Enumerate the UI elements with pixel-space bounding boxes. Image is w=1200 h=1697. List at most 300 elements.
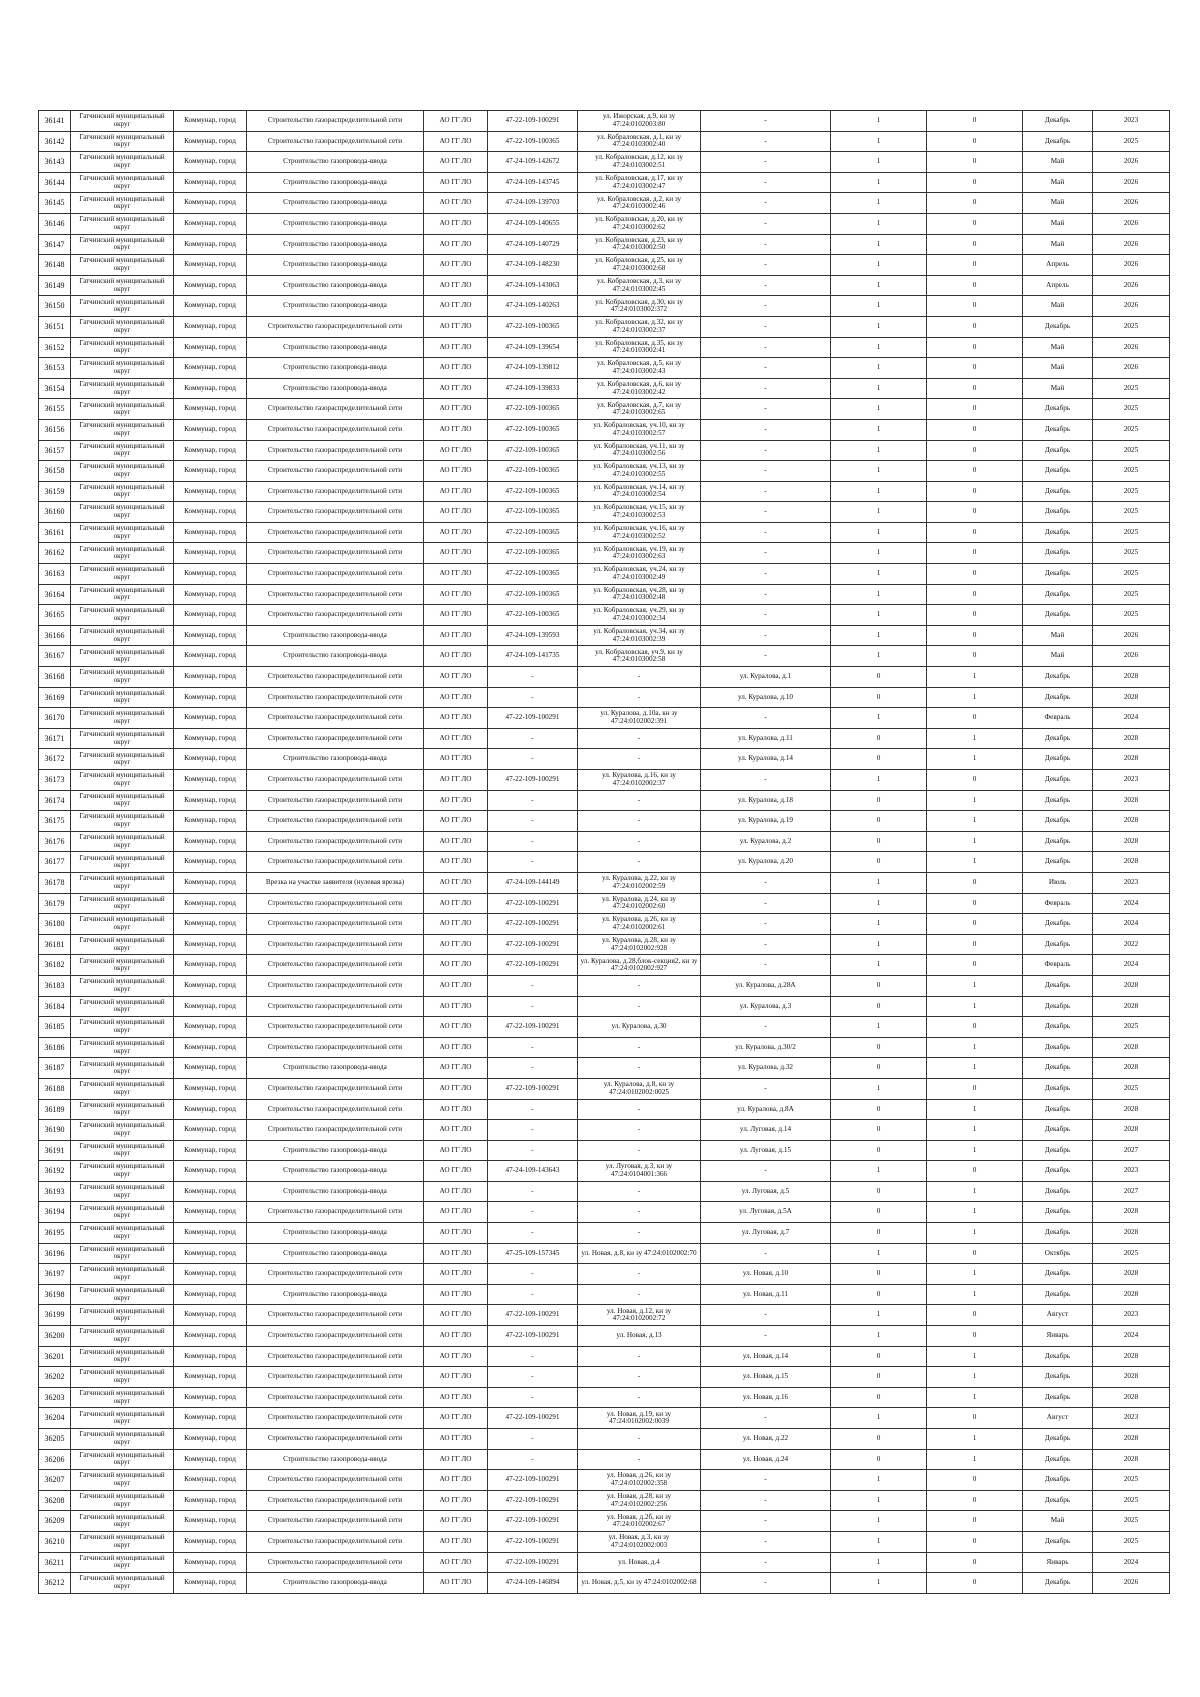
- count-b-cell: 0: [927, 955, 1023, 976]
- application-number-cell: 47-24-109-140655: [488, 213, 578, 234]
- district-cell: Гатчинский муниципальный округ: [71, 213, 174, 234]
- cadastral-address-cell: -: [578, 1387, 701, 1408]
- cadastral-address-cell: ул. Кобраловская, д.20, кн зу 47:24:0103002:62: [578, 213, 701, 234]
- table-row: [39, 1367, 1170, 1388]
- cadastral-address-cell: ул. Кобраловская, уч.10, кн зу 47:24:0103002:57: [578, 419, 701, 440]
- district-cell: Гатчинский муниципальный округ: [71, 1449, 174, 1470]
- district-cell: Гатчинский муниципальный округ: [71, 1305, 174, 1326]
- address-cell: -: [701, 770, 831, 791]
- month-cell: Декабрь: [1023, 667, 1093, 688]
- month-cell: Декабрь: [1023, 975, 1093, 996]
- month-cell: Декабрь: [1023, 728, 1093, 749]
- row-number-cell: 36211: [39, 1552, 71, 1573]
- organization-cell: АО ГГ ЛО: [424, 296, 488, 317]
- district-cell: Гатчинский муниципальный округ: [71, 1264, 174, 1285]
- settlement-cell: Коммунар, город: [174, 914, 247, 935]
- address-cell: -: [701, 255, 831, 276]
- row-number-cell: 36151: [39, 316, 71, 337]
- month-cell: Декабрь: [1023, 811, 1093, 832]
- district-cell: Гатчинский муниципальный округ: [71, 646, 174, 667]
- count-b-cell: 0: [927, 111, 1023, 132]
- application-number-cell: -: [488, 667, 578, 688]
- cadastral-address-cell: ул. Куралова, д.28, кн зу 47:24:0102002:928: [578, 934, 701, 955]
- count-b-cell: 1: [927, 728, 1023, 749]
- work-type-cell: Строительство газораспределительной сети: [247, 1511, 424, 1532]
- organization-cell: АО ГГ ЛО: [424, 1202, 488, 1223]
- work-type-cell: Строительство газораспределительной сети: [247, 1387, 424, 1408]
- cadastral-address-cell: -: [578, 975, 701, 996]
- cadastral-address-cell: ул. Кобраловская, д.2, кн зу 47:24:0103002:46: [578, 193, 701, 214]
- count-a-cell: 0: [831, 1202, 927, 1223]
- district-cell: Гатчинский муниципальный округ: [71, 1511, 174, 1532]
- address-cell: -: [701, 1017, 831, 1038]
- count-a-cell: 1: [831, 564, 927, 585]
- settlement-cell: Коммунар, город: [174, 1202, 247, 1223]
- work-type-cell: Строительство газораспределительной сети: [247, 934, 424, 955]
- settlement-cell: Коммунар, город: [174, 1305, 247, 1326]
- district-cell: Гатчинский муниципальный округ: [71, 358, 174, 379]
- application-number-cell: -: [488, 1099, 578, 1120]
- row-number-cell: 36185: [39, 1017, 71, 1038]
- district-cell: Гатчинский муниципальный округ: [71, 749, 174, 770]
- table-row: [39, 1181, 1170, 1202]
- organization-cell: АО ГГ ЛО: [424, 419, 488, 440]
- table-row: [39, 934, 1170, 955]
- count-b-cell: 0: [927, 625, 1023, 646]
- application-number-cell: 47-22-109-100365: [488, 502, 578, 523]
- count-a-cell: 1: [831, 502, 927, 523]
- district-cell: Гатчинский муниципальный округ: [71, 1078, 174, 1099]
- row-number-cell: 36187: [39, 1058, 71, 1079]
- table-row: [39, 790, 1170, 811]
- table-row: [39, 543, 1170, 564]
- cadastral-address-cell: ул. Кобраловская, уч.19, кн зу 47:24:0103002:63: [578, 543, 701, 564]
- organization-cell: АО ГГ ЛО: [424, 605, 488, 626]
- row-number-cell: 36203: [39, 1387, 71, 1408]
- table-row: [39, 399, 1170, 420]
- settlement-cell: Коммунар, город: [174, 1531, 247, 1552]
- month-cell: Октябрь: [1023, 1243, 1093, 1264]
- work-type-cell: Строительство газораспределительной сети: [247, 1078, 424, 1099]
- work-type-cell: Строительство газопровода-ввода: [247, 625, 424, 646]
- settlement-cell: Коммунар, город: [174, 1140, 247, 1161]
- settlement-cell: Коммунар, город: [174, 172, 247, 193]
- cadastral-address-cell: ул. Новая, д.2б, кн зу 47:24:0102002:67: [578, 1511, 701, 1532]
- year-cell: 2028: [1093, 1284, 1170, 1305]
- table-row: [39, 172, 1170, 193]
- table-row: [39, 502, 1170, 523]
- organization-cell: АО ГГ ЛО: [424, 1161, 488, 1182]
- organization-cell: АО ГГ ЛО: [424, 770, 488, 791]
- count-a-cell: 0: [831, 1058, 927, 1079]
- cadastral-address-cell: ул. Кобраловская, д.32, кн зу 47:24:0103002:37: [578, 316, 701, 337]
- row-number-cell: 36176: [39, 831, 71, 852]
- row-number-cell: 36154: [39, 378, 71, 399]
- table-row: [39, 1264, 1170, 1285]
- cadastral-address-cell: -: [578, 1202, 701, 1223]
- row-number-cell: 36153: [39, 358, 71, 379]
- organization-cell: АО ГГ ЛО: [424, 728, 488, 749]
- table-row: [39, 687, 1170, 708]
- month-cell: Май: [1023, 646, 1093, 667]
- cadastral-address-cell: ул. Куралова, д.8, кн зу 47:24:0102002:0025: [578, 1078, 701, 1099]
- application-number-cell: 47-24-109-148230: [488, 255, 578, 276]
- settlement-cell: Коммунар, город: [174, 419, 247, 440]
- organization-cell: АО ГГ ЛО: [424, 1305, 488, 1326]
- cadastral-address-cell: ул. Куралова, д.16, кн зу 47:24:0102002:37: [578, 770, 701, 791]
- settlement-cell: Коммунар, город: [174, 1552, 247, 1573]
- year-cell: 2028: [1093, 790, 1170, 811]
- year-cell: 2028: [1093, 975, 1170, 996]
- count-a-cell: 0: [831, 1429, 927, 1450]
- organization-cell: АО ГГ ЛО: [424, 502, 488, 523]
- organization-cell: АО ГГ ЛО: [424, 1346, 488, 1367]
- district-cell: Гатчинский муниципальный округ: [71, 522, 174, 543]
- month-cell: Декабрь: [1023, 790, 1093, 811]
- application-number-cell: -: [488, 1387, 578, 1408]
- organization-cell: АО ГГ ЛО: [424, 1037, 488, 1058]
- row-number-cell: 36208: [39, 1490, 71, 1511]
- cadastral-address-cell: ул. Новая, д.4: [578, 1552, 701, 1573]
- application-number-cell: 47-22-109-100291: [488, 1326, 578, 1347]
- address-cell: ул. Новая, д.10: [701, 1264, 831, 1285]
- row-number-cell: 36155: [39, 399, 71, 420]
- count-a-cell: 0: [831, 996, 927, 1017]
- year-cell: 2025: [1093, 461, 1170, 482]
- row-number-cell: 36202: [39, 1367, 71, 1388]
- count-b-cell: 0: [927, 1573, 1023, 1594]
- district-cell: Гатчинский муниципальный округ: [71, 296, 174, 317]
- count-b-cell: 0: [927, 584, 1023, 605]
- settlement-cell: Коммунар, город: [174, 975, 247, 996]
- application-number-cell: 47-22-109-100365: [488, 584, 578, 605]
- year-cell: 2026: [1093, 213, 1170, 234]
- count-a-cell: 1: [831, 440, 927, 461]
- organization-cell: АО ГГ ЛО: [424, 852, 488, 873]
- address-cell: ул. Луговая, д.5: [701, 1181, 831, 1202]
- count-a-cell: 1: [831, 234, 927, 255]
- count-b-cell: 1: [927, 1058, 1023, 1079]
- count-b-cell: 0: [927, 1243, 1023, 1264]
- row-number-cell: 36152: [39, 337, 71, 358]
- month-cell: Декабрь: [1023, 1573, 1093, 1594]
- cadastral-address-cell: ул. Куралова, д.28,блок-секция2, кн зу 47:24:0102002:927: [578, 955, 701, 976]
- table-row: [39, 893, 1170, 914]
- district-cell: Гатчинский муниципальный округ: [71, 1573, 174, 1594]
- table-row: [39, 811, 1170, 832]
- cadastral-address-cell: ул. Кобраловская, д.12, кн зу 47:24:0103002:51: [578, 152, 701, 173]
- organization-cell: АО ГГ ЛО: [424, 1099, 488, 1120]
- address-cell: ул. Луговая, д.15: [701, 1140, 831, 1161]
- address-cell: -: [701, 481, 831, 502]
- address-cell: -: [701, 234, 831, 255]
- row-number-cell: 36143: [39, 152, 71, 173]
- address-cell: ул. Новая, д.14: [701, 1346, 831, 1367]
- district-cell: Гатчинский муниципальный округ: [71, 1552, 174, 1573]
- count-a-cell: 0: [831, 1099, 927, 1120]
- settlement-cell: Коммунар, город: [174, 358, 247, 379]
- cadastral-address-cell: ул. Кобраловская, уч.28, кн зу 47:24:0103002:48: [578, 584, 701, 605]
- year-cell: 2026: [1093, 358, 1170, 379]
- organization-cell: АО ГГ ЛО: [424, 955, 488, 976]
- row-number-cell: 36190: [39, 1120, 71, 1141]
- application-number-cell: -: [488, 1284, 578, 1305]
- application-number-cell: 47-22-109-100365: [488, 461, 578, 482]
- work-type-cell: Строительство газораспределительной сети: [247, 481, 424, 502]
- work-type-cell: Строительство газопровода-ввода: [247, 646, 424, 667]
- address-cell: -: [701, 605, 831, 626]
- count-a-cell: 1: [831, 872, 927, 893]
- application-number-cell: -: [488, 749, 578, 770]
- count-b-cell: 0: [927, 1017, 1023, 1038]
- organization-cell: АО ГГ ЛО: [424, 234, 488, 255]
- application-number-cell: 47-22-109-100291: [488, 1552, 578, 1573]
- table-row: [39, 1408, 1170, 1429]
- year-cell: 2028: [1093, 996, 1170, 1017]
- address-cell: -: [701, 584, 831, 605]
- district-cell: Гатчинский муниципальный округ: [71, 1181, 174, 1202]
- count-a-cell: 1: [831, 1305, 927, 1326]
- count-b-cell: 0: [927, 296, 1023, 317]
- address-cell: ул. Куралова, д.11: [701, 728, 831, 749]
- month-cell: Май: [1023, 296, 1093, 317]
- year-cell: 2026: [1093, 296, 1170, 317]
- year-cell: 2023: [1093, 770, 1170, 791]
- district-cell: Гатчинский муниципальный округ: [71, 1470, 174, 1491]
- year-cell: 2025: [1093, 378, 1170, 399]
- month-cell: Декабрь: [1023, 522, 1093, 543]
- work-type-cell: Строительство газораспределительной сети: [247, 564, 424, 585]
- month-cell: Декабрь: [1023, 1099, 1093, 1120]
- application-number-cell: -: [488, 831, 578, 852]
- cadastral-address-cell: ул. Новая, д.13: [578, 1326, 701, 1347]
- month-cell: Декабрь: [1023, 131, 1093, 152]
- settlement-cell: Коммунар, город: [174, 790, 247, 811]
- settlement-cell: Коммунар, город: [174, 1470, 247, 1491]
- settlement-cell: Коммунар, город: [174, 1058, 247, 1079]
- year-cell: 2023: [1093, 1408, 1170, 1429]
- application-number-cell: 47-24-109-139703: [488, 193, 578, 214]
- year-cell: 2023: [1093, 872, 1170, 893]
- settlement-cell: Коммунар, город: [174, 296, 247, 317]
- district-cell: Гатчинский муниципальный округ: [71, 1326, 174, 1347]
- address-cell: -: [701, 646, 831, 667]
- count-a-cell: 1: [831, 625, 927, 646]
- count-b-cell: 0: [927, 1531, 1023, 1552]
- settlement-cell: Коммунар, город: [174, 399, 247, 420]
- count-a-cell: 1: [831, 1552, 927, 1573]
- table-row: [39, 831, 1170, 852]
- address-cell: -: [701, 111, 831, 132]
- table-row: [39, 522, 1170, 543]
- count-b-cell: 0: [927, 1326, 1023, 1347]
- month-cell: Декабрь: [1023, 687, 1093, 708]
- district-cell: Гатчинский муниципальный округ: [71, 1099, 174, 1120]
- count-b-cell: 0: [927, 564, 1023, 585]
- row-number-cell: 36206: [39, 1449, 71, 1470]
- application-number-cell: 47-22-109-100291: [488, 1305, 578, 1326]
- address-cell: ул. Новая, д.15: [701, 1367, 831, 1388]
- cadastral-address-cell: ул. Луговая, д.3, кн зу 47:24:0104001:366: [578, 1161, 701, 1182]
- organization-cell: АО ГГ ЛО: [424, 1078, 488, 1099]
- work-type-cell: Строительство газопровода-ввода: [247, 275, 424, 296]
- organization-cell: АО ГГ ЛО: [424, 811, 488, 832]
- district-cell: Гатчинский муниципальный округ: [71, 1346, 174, 1367]
- count-a-cell: 1: [831, 172, 927, 193]
- organization-cell: АО ГГ ЛО: [424, 316, 488, 337]
- cadastral-address-cell: ул. Кобраловская, д.1, кн зу 47:24:0103002:40: [578, 131, 701, 152]
- count-a-cell: 0: [831, 728, 927, 749]
- organization-cell: АО ГГ ЛО: [424, 584, 488, 605]
- settlement-cell: Коммунар, город: [174, 872, 247, 893]
- settlement-cell: Коммунар, город: [174, 378, 247, 399]
- address-cell: -: [701, 193, 831, 214]
- organization-cell: АО ГГ ЛО: [424, 1367, 488, 1388]
- settlement-cell: Коммунар, город: [174, 255, 247, 276]
- settlement-cell: Коммунар, город: [174, 770, 247, 791]
- work-type-cell: Строительство газораспределительной сети: [247, 502, 424, 523]
- work-type-cell: Строительство газораспределительной сети: [247, 687, 424, 708]
- settlement-cell: Коммунар, город: [174, 646, 247, 667]
- organization-cell: АО ГГ ЛО: [424, 872, 488, 893]
- address-cell: -: [701, 1161, 831, 1182]
- organization-cell: АО ГГ ЛО: [424, 790, 488, 811]
- district-cell: Гатчинский муниципальный округ: [71, 1037, 174, 1058]
- row-number-cell: 36147: [39, 234, 71, 255]
- table-row: [39, 1490, 1170, 1511]
- address-cell: ул. Куралова, д.19: [701, 811, 831, 832]
- count-a-cell: 1: [831, 893, 927, 914]
- cadastral-address-cell: -: [578, 1367, 701, 1388]
- work-type-cell: Строительство газопровода-ввода: [247, 1161, 424, 1182]
- year-cell: 2025: [1093, 316, 1170, 337]
- count-b-cell: 1: [927, 1099, 1023, 1120]
- work-type-cell: Строительство газопровода-ввода: [247, 213, 424, 234]
- address-cell: -: [701, 131, 831, 152]
- count-b-cell: 0: [927, 152, 1023, 173]
- address-cell: ул. Куралова, д.8А: [701, 1099, 831, 1120]
- row-number-cell: 36172: [39, 749, 71, 770]
- cadastral-address-cell: -: [578, 1120, 701, 1141]
- application-number-cell: 47-22-109-100291: [488, 111, 578, 132]
- month-cell: Декабрь: [1023, 1367, 1093, 1388]
- count-b-cell: 0: [927, 1078, 1023, 1099]
- cadastral-address-cell: ул. Куралова, д.22, кн зу 47:24:0102002:59: [578, 872, 701, 893]
- count-b-cell: 1: [927, 852, 1023, 873]
- count-b-cell: 0: [927, 481, 1023, 502]
- cadastral-address-cell: -: [578, 1264, 701, 1285]
- application-number-cell: 47-22-109-100365: [488, 522, 578, 543]
- organization-cell: АО ГГ ЛО: [424, 152, 488, 173]
- row-number-cell: 36169: [39, 687, 71, 708]
- table-row: [39, 584, 1170, 605]
- cadastral-address-cell: ул. Кобраловская, уч.9, кн зу 47:24:0103002:58: [578, 646, 701, 667]
- address-cell: -: [701, 914, 831, 935]
- settlement-cell: Коммунар, город: [174, 831, 247, 852]
- count-a-cell: 1: [831, 193, 927, 214]
- application-number-cell: -: [488, 1202, 578, 1223]
- month-cell: Январь: [1023, 1552, 1093, 1573]
- row-number-cell: 36201: [39, 1346, 71, 1367]
- application-number-cell: 47-22-109-100291: [488, 955, 578, 976]
- year-cell: 2028: [1093, 1449, 1170, 1470]
- count-a-cell: 1: [831, 1078, 927, 1099]
- year-cell: 2028: [1093, 749, 1170, 770]
- organization-cell: АО ГГ ЛО: [424, 1429, 488, 1450]
- work-type-cell: Строительство газопровода-ввода: [247, 234, 424, 255]
- district-cell: Гатчинский муниципальный округ: [71, 337, 174, 358]
- count-b-cell: 1: [927, 687, 1023, 708]
- count-b-cell: 0: [927, 193, 1023, 214]
- month-cell: Февраль: [1023, 955, 1093, 976]
- cadastral-address-cell: ул. Новая, д.26, кн зу 47:24:0102002:358: [578, 1470, 701, 1491]
- address-cell: -: [701, 1490, 831, 1511]
- settlement-cell: Коммунар, город: [174, 1099, 247, 1120]
- district-cell: Гатчинский муниципальный округ: [71, 1531, 174, 1552]
- work-type-cell: Строительство газопровода-ввода: [247, 1449, 424, 1470]
- district-cell: Гатчинский муниципальный округ: [71, 893, 174, 914]
- year-cell: 2025: [1093, 1078, 1170, 1099]
- work-type-cell: Строительство газораспределительной сети: [247, 1552, 424, 1573]
- table-row: [39, 872, 1170, 893]
- organization-cell: АО ГГ ЛО: [424, 1408, 488, 1429]
- organization-cell: АО ГГ ЛО: [424, 440, 488, 461]
- organization-cell: АО ГГ ЛО: [424, 996, 488, 1017]
- district-cell: Гатчинский муниципальный округ: [71, 316, 174, 337]
- table-row: [39, 234, 1170, 255]
- year-cell: 2028: [1093, 1099, 1170, 1120]
- year-cell: 2024: [1093, 955, 1170, 976]
- address-cell: -: [701, 419, 831, 440]
- table-row: [39, 1429, 1170, 1450]
- row-number-cell: 36200: [39, 1326, 71, 1347]
- table-body: [39, 111, 1170, 1594]
- count-a-cell: 1: [831, 111, 927, 132]
- year-cell: 2025: [1093, 440, 1170, 461]
- year-cell: 2025: [1093, 399, 1170, 420]
- month-cell: Май: [1023, 625, 1093, 646]
- table-row: [39, 1120, 1170, 1141]
- count-a-cell: 0: [831, 1140, 927, 1161]
- count-a-cell: 1: [831, 914, 927, 935]
- work-type-cell: Строительство газораспределительной сети: [247, 975, 424, 996]
- address-cell: -: [701, 213, 831, 234]
- month-cell: Декабрь: [1023, 461, 1093, 482]
- count-b-cell: 0: [927, 378, 1023, 399]
- settlement-cell: Коммунар, город: [174, 1511, 247, 1532]
- table-row: [39, 1017, 1170, 1038]
- application-number-cell: -: [488, 1367, 578, 1388]
- application-number-cell: 47-25-109-157345: [488, 1243, 578, 1264]
- row-number-cell: 36146: [39, 213, 71, 234]
- application-number-cell: -: [488, 1264, 578, 1285]
- work-type-cell: Строительство газораспределительной сети: [247, 1099, 424, 1120]
- district-cell: Гатчинский муниципальный округ: [71, 111, 174, 132]
- work-type-cell: Строительство газораспределительной сети: [247, 1490, 424, 1511]
- cadastral-address-cell: -: [578, 687, 701, 708]
- table-row: [39, 1511, 1170, 1532]
- row-number-cell: 36192: [39, 1161, 71, 1182]
- month-cell: Декабрь: [1023, 1490, 1093, 1511]
- application-number-cell: 47-22-109-100365: [488, 564, 578, 585]
- cadastral-address-cell: ул. Куралова, д.30: [578, 1017, 701, 1038]
- address-cell: -: [701, 1305, 831, 1326]
- organization-cell: АО ГГ ЛО: [424, 1264, 488, 1285]
- count-b-cell: 1: [927, 996, 1023, 1017]
- count-b-cell: 1: [927, 1264, 1023, 1285]
- application-number-cell: -: [488, 1140, 578, 1161]
- cadastral-address-cell: ул. Кобраловская, д.25, кн зу 47:24:0103002:68: [578, 255, 701, 276]
